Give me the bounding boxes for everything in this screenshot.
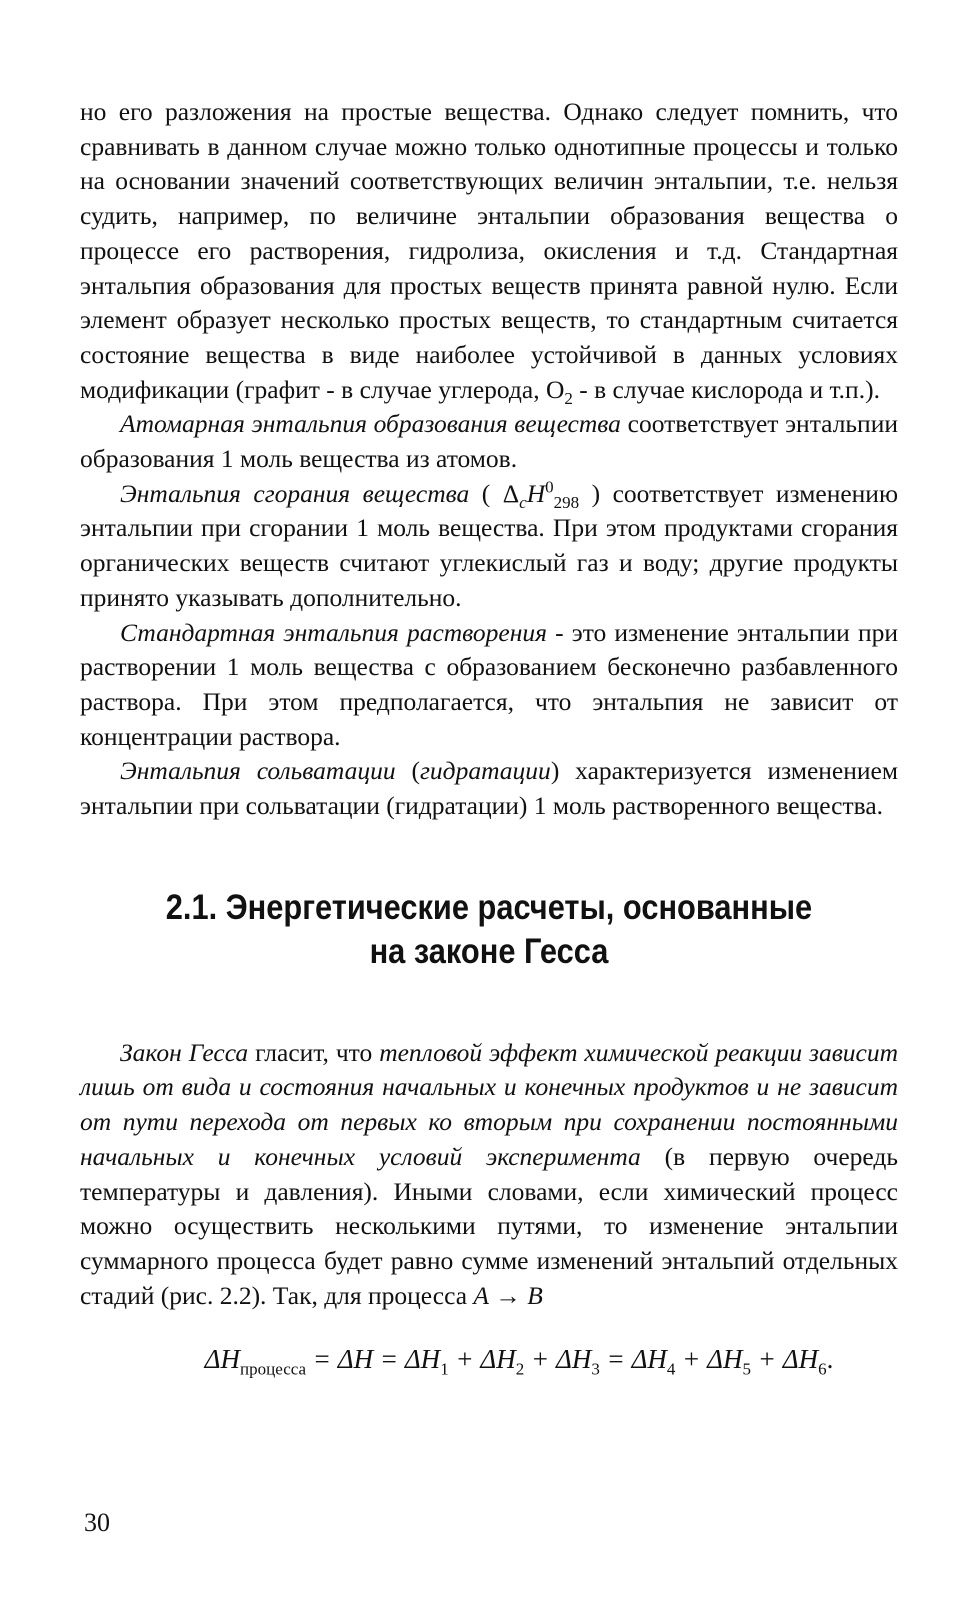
hess-law-statement: тепловой эффект химической реакции зависит лишь от вида и состояния начальных и конечных продуктов и не зависит от пути перехода от первых ко вторым при сохранении постоянными начальных и конечных условий эксперимента — [80, 1037, 899, 1171]
page-number: 30 — [84, 1508, 110, 1537]
paragraph-intro: но его разложения на простые вещества. Однако следует помнить, что сравнивать в данном случае можно только однотипные процессы и только на основании значений соответствующих величин энтальпии, т.е. нельзя судить, например, по величине энтальпии образования вещества о процессе его растворения, гидролиза, окисления и т.д. Стандартная энтальпия образования для простых веществ принята равной нулю. Если элемент образует несколько простых веществ, то стандартным считается состояние вещества в виде наиболее устойчивой в данных условиях модификации (графит - в случае углерода, $O_2$ - в случае кислорода и т.п.). — [80, 97, 898, 408]
o2-formula: $O_2$ — [545, 374, 573, 408]
paragraph-combustion-enthalpy: Энтальпия сгорания вещества ( $\Delta_cH^0_{298}$ ) соответствует изменению энтальпии при сгорании 1 моль вещества. При этом продуктами сгорания органических веществ считают углекислый газ и воду; другие продукты принято указывать дополнительно. — [80, 477, 898, 612]
combustion-symbol: ( $\Delta_cH^0_{298}$ ) — [469, 477, 601, 512]
section-heading — [129, 886, 849, 974]
term-dissolution-enthalpy: Стандартная энтальпия растворения — [120, 617, 547, 647]
term-hess-law: Закон Гесса — [120, 1037, 249, 1067]
term-solvation-enthalpy: Энтальпия сольватации — [120, 756, 396, 786]
paragraph-atomic-enthalpy: Атомарная энтальпия образования вещества соответствует энтальпии образования 1 моль вещества из атомов. — [80, 409, 898, 474]
term-combustion-enthalpy: Энтальпия сгорания вещества — [120, 478, 470, 508]
paragraph-solvation-enthalpy: Энтальпия сольватации (гидратации) характеризуется изменением энтальпии при сольватации (гидратации) 1 моль растворенного вещества. — [80, 756, 899, 821]
hess-formula: $\Delta H_{процесса} = \Delta H = \Delta H_1 + \Delta H_2 + \Delta H_3 = \Delta H_4 + \Delta H_5 + \Delta H_6$. — [204, 1344, 834, 1379]
paragraph-hess-law: Закон Гесса гласит, что тепловой эффект химической реакции зависит лишь от вида и состояния начальных и конечных продуктов и не зависит от пути перехода от первых ко вторым при сохранении постоянными начальных и конечных условий эксперимента (в первую очередь температуры и давления). Иными словами, если химический процесс можно осуществить несколькими путями, то изменение энтальпии суммарного процесса будет равно сумме изменений энтальпий отдельных стадий (рис. 2.2). Так, для процесса A → B — [80, 1037, 899, 1310]
heading-line-1: 2.1. Энергетические расчеты, основанные — [165, 887, 813, 927]
paragraph-dissolution-enthalpy: Стандартная энтальпия растворения - это изменение энтальпии при растворении 1 моль вещества с образованием бесконечно разбавленного раствора. При этом предполагается, что энтальпия не зависит от концентрации раствора. — [80, 617, 899, 751]
term-atomic-enthalpy: Атомарная энтальпия образования вещества — [120, 409, 621, 439]
page-body — [80, 95, 898, 1379]
heading-line-2: на законе Гесса — [369, 931, 609, 971]
